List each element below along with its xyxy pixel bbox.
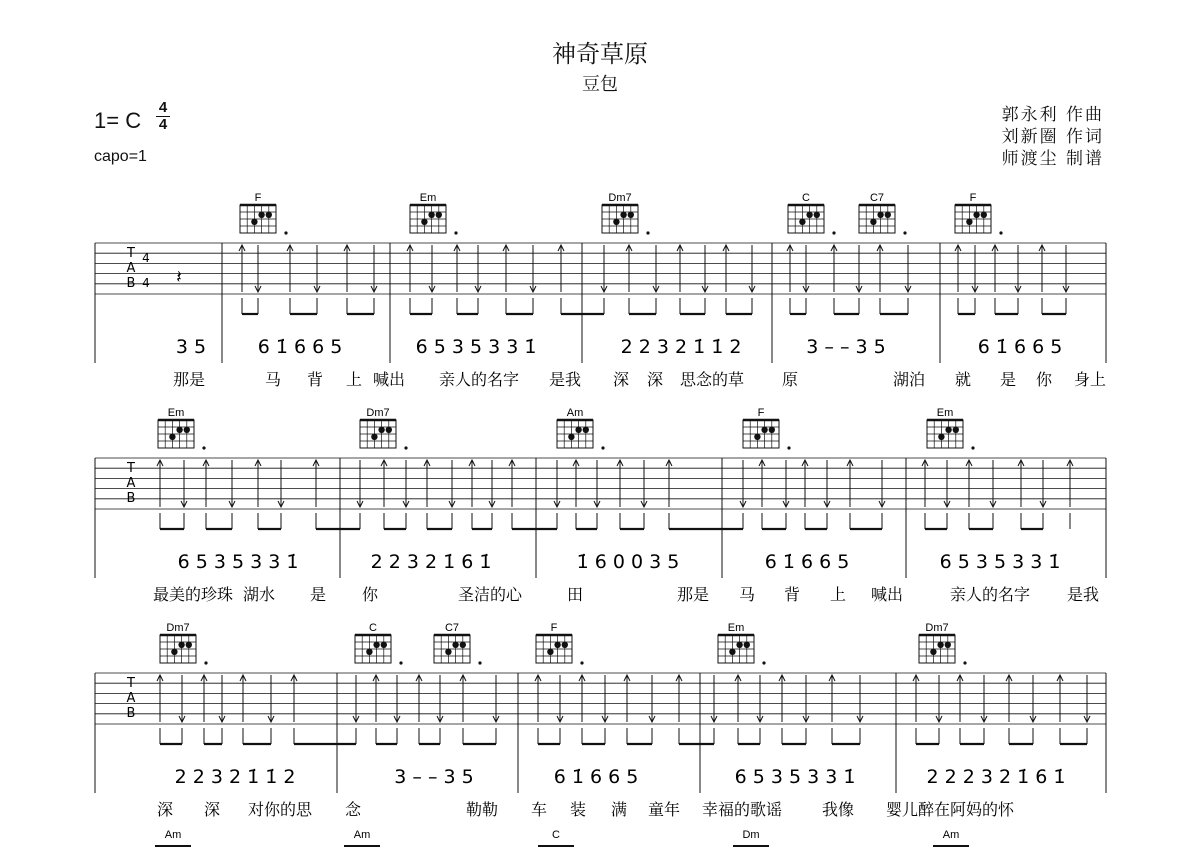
- lyric-syllable: 那是: [172, 370, 206, 389]
- chord-finger-dot: [428, 212, 434, 218]
- chord-diagram: [240, 205, 276, 233]
- chord-finger-dot: [620, 212, 626, 218]
- chord-finger-dot: [184, 427, 190, 433]
- lyric-syllable: 背: [306, 370, 324, 389]
- song-title: 神奇草原: [552, 40, 648, 68]
- chord-finger-dot: [568, 434, 574, 440]
- time-signature-bottom: 4: [158, 116, 168, 133]
- tab-clef-letter: T: [127, 461, 135, 476]
- lyric-syllable: 深: [612, 370, 630, 389]
- jianpu-measure: 6 1̇ 6 6 5: [764, 551, 850, 573]
- chord-name: Dm7: [925, 622, 949, 634]
- lyric-syllable: 田: [566, 585, 584, 604]
- lyric-syllable: 满: [610, 800, 628, 819]
- chord-diagram: [788, 205, 824, 233]
- chord-diagram: [557, 420, 593, 448]
- jianpu-measure: 6 1̇ 6 6 5: [553, 766, 639, 788]
- chord-name: Dm7: [366, 407, 390, 419]
- lyric-syllable: 你: [1035, 370, 1053, 389]
- chord-name: F: [550, 622, 558, 634]
- chord-finger-dot: [251, 219, 257, 225]
- chord-finger-dot: [744, 642, 750, 648]
- chord-finger-dot: [736, 642, 742, 648]
- chord-finger-dot: [806, 212, 812, 218]
- chord-diagram: [718, 635, 754, 663]
- beat-dot: [580, 661, 583, 664]
- chord-finger-dot: [436, 212, 442, 218]
- lyric-syllable: 装: [569, 800, 587, 819]
- lyric-syllable: 对你的思: [247, 800, 313, 819]
- chord-name: C7: [869, 192, 885, 204]
- chord-finger-dot: [366, 649, 372, 655]
- chord-finger-dot: [966, 219, 972, 225]
- lyric-syllable: 亲人的名字: [438, 370, 520, 389]
- lyric-syllable: 马: [738, 585, 756, 604]
- lyric-syllable: 最美的珍珠: [152, 585, 234, 604]
- chord-finger-dot: [729, 649, 735, 655]
- chord-finger-dot: [945, 642, 951, 648]
- chord-finger-dot: [171, 649, 177, 655]
- chord-diagram: [158, 420, 194, 448]
- chord-finger-dot: [460, 642, 466, 648]
- chord-finger-dot: [452, 642, 458, 648]
- lyric-syllable: 那是: [676, 585, 710, 604]
- lyric-syllable: 念: [344, 800, 362, 819]
- lyric-syllable: 深: [646, 370, 664, 389]
- lyric-syllable: 是: [999, 370, 1017, 389]
- chord-finger-dot: [877, 212, 883, 218]
- chord-name: C: [552, 829, 560, 841]
- lyric-syllable: 你: [361, 585, 379, 604]
- time-signature-top: 4: [156, 100, 170, 117]
- chord-name: C: [369, 622, 377, 634]
- lyric-syllable: 童年: [647, 800, 681, 819]
- beat-dot: [999, 231, 1002, 234]
- jianpu-measure: 2 2 2 3 2 1̇ 6 1̇: [926, 766, 1066, 788]
- chord-finger-dot: [373, 642, 379, 648]
- chord-finger-dot: [445, 649, 451, 655]
- lyric-syllable: 圣洁的心: [457, 585, 523, 604]
- lyric-syllable: 马: [264, 370, 282, 389]
- chord-diagram: [410, 205, 446, 233]
- chord-name: Am: [942, 829, 960, 841]
- jianpu-measure: 2 2 3 2 1̇ 6 1̇: [370, 551, 492, 573]
- chord-name: F: [757, 407, 765, 419]
- chord-finger-dot: [554, 642, 560, 648]
- tab-time-top: 4: [142, 251, 150, 265]
- chord-finger-dot: [761, 427, 767, 433]
- chord-finger-dot: [562, 642, 568, 648]
- chord-finger-dot: [754, 434, 760, 440]
- lyric-syllable: 幸福的歌谣: [701, 800, 783, 819]
- beat-dot: [202, 446, 205, 449]
- lyric-syllable: 背: [783, 585, 801, 604]
- chord-finger-dot: [945, 427, 951, 433]
- beat-dot: [903, 231, 906, 234]
- beat-dot: [762, 661, 765, 664]
- chord-name: Em: [167, 407, 185, 419]
- jianpu-measure: 6 5 3 5 3 3 1̇: [177, 551, 299, 573]
- tab-clef-letter: T: [127, 676, 135, 691]
- chord-diagram: [355, 635, 391, 663]
- chord-diagram: [927, 420, 963, 448]
- jianpu-measure: 3 5: [175, 336, 207, 358]
- chord-name: Dm7: [166, 622, 190, 634]
- tab-clef-letter: T: [127, 246, 135, 261]
- beat-dot: [971, 446, 974, 449]
- rest-symbol: 𝄽: [176, 267, 182, 288]
- chord-name: F: [969, 192, 977, 204]
- chord-diagram: [434, 635, 470, 663]
- chord-finger-dot: [575, 427, 581, 433]
- chord-name: Em: [936, 407, 954, 419]
- chord-finger-dot: [381, 642, 387, 648]
- chord-diagram: [602, 205, 638, 233]
- lyric-syllable: 勒勒: [465, 800, 499, 819]
- chord-finger-dot: [953, 427, 959, 433]
- lyric-syllable: 思念的草: [679, 370, 745, 389]
- chord-finger-dot: [371, 434, 377, 440]
- chord-finger-dot: [937, 642, 943, 648]
- jianpu-measure: 3 – – 3 5: [806, 336, 886, 358]
- tab-clef-letter: A: [126, 261, 136, 276]
- beat-dot: [646, 231, 649, 234]
- beat-dot: [963, 661, 966, 664]
- lyric-syllable: 上: [345, 370, 363, 389]
- capo-label: capo=1: [94, 148, 147, 165]
- chord-diagram: [955, 205, 991, 233]
- jianpu-measure: 2 2 3 2 1̇ 1̇ 2: [174, 766, 296, 788]
- lyric-syllable: 湖泊: [892, 370, 926, 389]
- lyric-syllable: 上: [829, 585, 847, 604]
- chord-name: Em: [419, 192, 437, 204]
- chord-finger-dot: [583, 427, 589, 433]
- chord-name: Em: [727, 622, 745, 634]
- beat-dot: [204, 661, 207, 664]
- chord-finger-dot: [186, 642, 192, 648]
- chord-name: C: [802, 192, 810, 204]
- lyric-syllable: 深: [203, 800, 221, 819]
- lyric-syllable: 喊出: [372, 370, 406, 389]
- chord-diagram: [919, 635, 955, 663]
- jianpu-measure: 1̇ 6 0 0 3 5: [576, 551, 680, 573]
- lyric-syllable: 原: [781, 370, 799, 389]
- lyric-syllable: 我像: [821, 800, 855, 819]
- chord-name: Am: [566, 407, 584, 419]
- chord-finger-dot: [378, 427, 384, 433]
- key-signature: 1= C: [94, 108, 142, 133]
- beat-dot: [478, 661, 481, 664]
- beat-dot: [787, 446, 790, 449]
- chord-finger-dot: [930, 649, 936, 655]
- chord-finger-dot: [169, 434, 175, 440]
- chord-finger-dot: [421, 219, 427, 225]
- chord-finger-dot: [973, 212, 979, 218]
- jianpu-measure: 6 1̇ 6 6 5: [977, 336, 1063, 358]
- transcriber-credit: 师渡尘 制谱: [1001, 149, 1104, 169]
- chord-finger-dot: [258, 212, 264, 218]
- chord-diagram: [160, 635, 196, 663]
- chord-name: Dm: [742, 829, 760, 841]
- lyric-syllable: 婴儿醉在阿妈的怀: [885, 800, 1015, 819]
- chord-name: Am: [353, 829, 371, 841]
- tab-clef-letter: A: [126, 476, 136, 491]
- artist-name: 豆包: [582, 74, 618, 95]
- chord-name: C7: [444, 622, 460, 634]
- jianpu-measure: 6 5 3 5 3 3 1̇: [734, 766, 856, 788]
- tab-clef-letter: A: [126, 691, 136, 706]
- chord-diagram: [859, 205, 895, 233]
- tab-clef-letter: B: [126, 706, 136, 721]
- lyric-syllable: 是我: [548, 370, 582, 389]
- jianpu-measure: 6 1̇ 6 6 5: [257, 336, 343, 358]
- chord-diagram: [360, 420, 396, 448]
- chord-name: Am: [164, 829, 182, 841]
- tab-clef-letter: B: [126, 276, 136, 291]
- chord-finger-dot: [870, 219, 876, 225]
- composer-credit: 郭永利 作曲: [1001, 105, 1104, 125]
- chord-name: Dm7: [608, 192, 632, 204]
- jianpu-measure: 6 5 3 5 3 3 1̇: [415, 336, 537, 358]
- chord-finger-dot: [814, 212, 820, 218]
- jianpu-measure: 2 2 3 2 1̇ 1̇ 2: [620, 336, 742, 358]
- chord-finger-dot: [981, 212, 987, 218]
- lyric-syllable: 深: [156, 800, 174, 819]
- beat-dot: [399, 661, 402, 664]
- lyric-syllable: 就: [954, 370, 972, 389]
- chord-finger-dot: [176, 427, 182, 433]
- lyric-syllable: 是: [309, 585, 327, 604]
- jianpu-measure: 6 5 3 5 3 3 1̇: [939, 551, 1061, 573]
- lyric-syllable: 湖水: [242, 585, 276, 604]
- chord-finger-dot: [769, 427, 775, 433]
- lyric-syllable: 身上: [1073, 370, 1107, 389]
- chord-finger-dot: [628, 212, 634, 218]
- beat-dot: [454, 231, 457, 234]
- chord-finger-dot: [386, 427, 392, 433]
- lyric-syllable: 车: [530, 800, 548, 819]
- beat-dot: [601, 446, 604, 449]
- chord-finger-dot: [938, 434, 944, 440]
- chord-name: F: [254, 192, 262, 204]
- chord-finger-dot: [799, 219, 805, 225]
- chord-diagram: [743, 420, 779, 448]
- chord-finger-dot: [885, 212, 891, 218]
- lyric-syllable: 喊出: [870, 585, 904, 604]
- lyric-syllable: 是我: [1066, 585, 1100, 604]
- tab-time-bottom: 4: [142, 276, 150, 290]
- chord-finger-dot: [266, 212, 272, 218]
- lyricist-credit: 刘新圈 作词: [1001, 127, 1104, 147]
- chord-finger-dot: [547, 649, 553, 655]
- jianpu-measure: 3 – – 3 5: [394, 766, 474, 788]
- tab-clef-letter: B: [126, 491, 136, 506]
- beat-dot: [284, 231, 287, 234]
- chord-finger-dot: [613, 219, 619, 225]
- chord-finger-dot: [178, 642, 184, 648]
- chord-diagram: [536, 635, 572, 663]
- beat-dot: [404, 446, 407, 449]
- beat-dot: [832, 231, 835, 234]
- lyric-syllable: 亲人的名字: [949, 585, 1031, 604]
